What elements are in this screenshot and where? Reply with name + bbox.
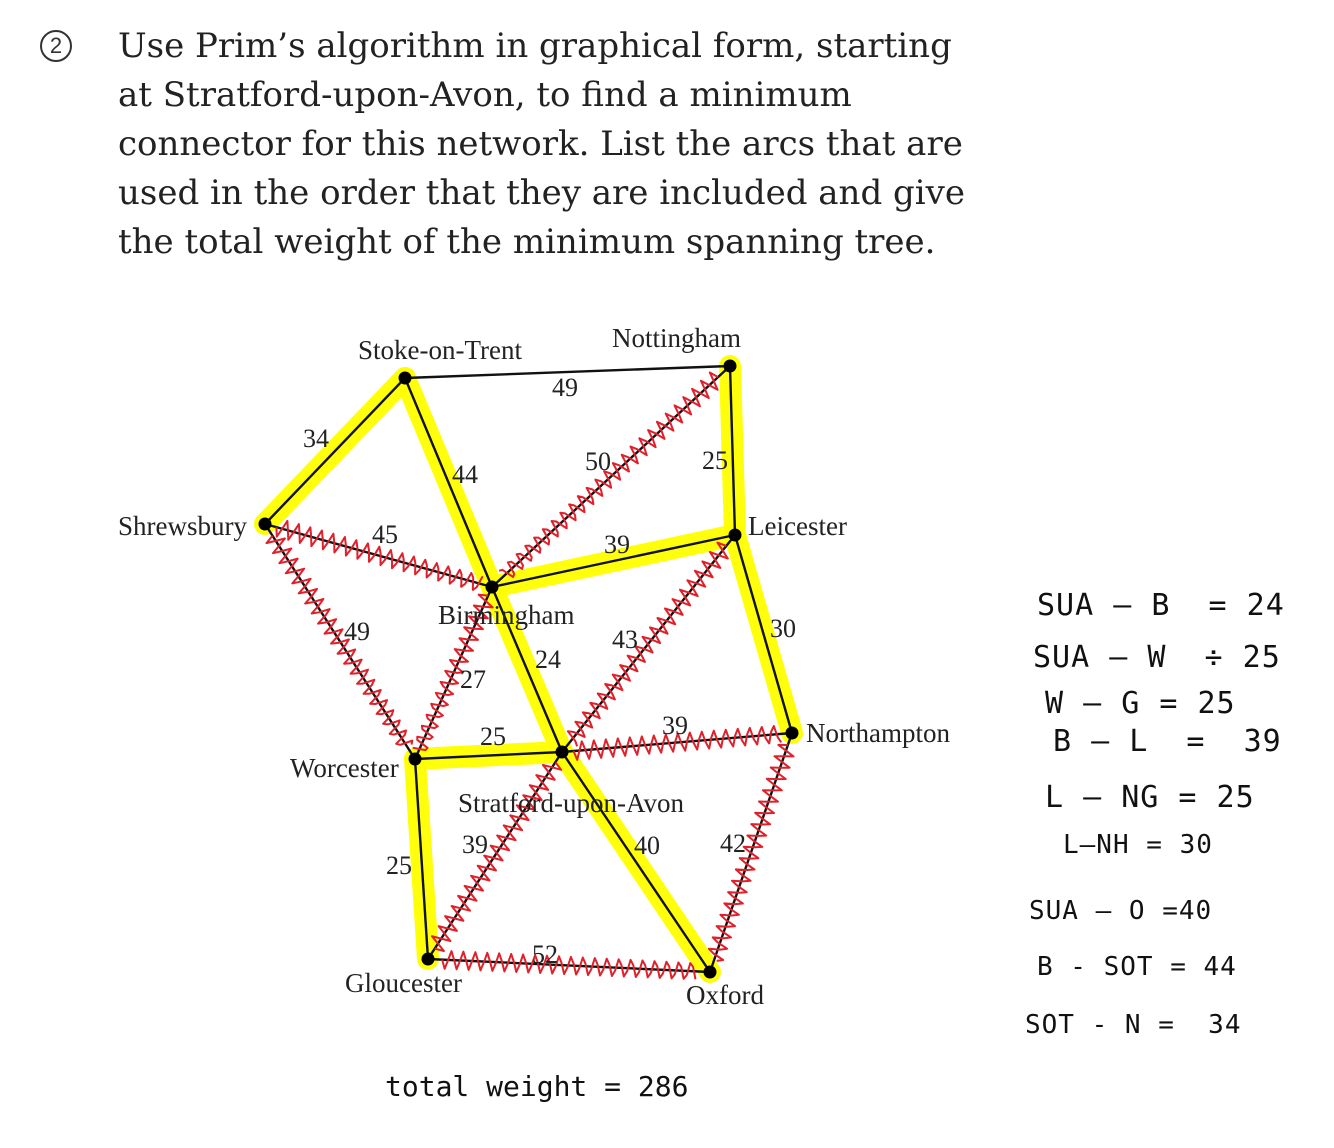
edge-weight-gloucester-stratford: 39 [462,830,488,859]
edge-weight-stratford-northampton: 39 [662,711,688,740]
edge-weight-worcester-gloucester: 25 [386,851,412,880]
working-arc: SUA – W ÷ 25 [1033,640,1281,675]
node-dot-oxford [704,966,717,979]
weight-label-layer [303,373,796,969]
node-label-worcester: Worcester [290,753,399,783]
edge-weight-birmingham-worcester: 27 [460,665,486,694]
node-dot-shrewsbury [259,518,272,531]
question-number: 2 [40,30,72,62]
node-label-northampton: Northampton [806,718,950,748]
edge-weight-nottingham-birmingham: 50 [585,447,611,476]
working-arc: SUA – O =40 [1029,896,1213,926]
node-dot-worcester [409,753,422,766]
node-dot-stoke [399,372,412,385]
working-arc: L–NH = 30 [1063,830,1213,860]
node-label-stoke: Stoke-on-Trent [358,335,523,365]
node-label-gloucester: Gloucester [345,968,462,998]
question-line: at Stratford-upon-Avon, to find a minimum [118,75,852,115]
node-dot-birmingham [486,581,499,594]
edge-weight-nottingham-leicester: 25 [702,446,728,475]
node-label-nottingham: Nottingham [612,323,741,353]
working-arc: SOT - N = 34 [1025,1010,1242,1040]
node-label-oxford: Oxford [686,980,764,1010]
working-arc: W – G = 25 [1045,686,1236,721]
question-line: Use Prim’s algorithm in graphical form, starting [118,26,952,66]
edge-weight-shrewsbury-worcester: 49 [344,617,370,646]
working-arc: L – NG = 25 [1045,780,1255,815]
edge-weight-birmingham-leicester: 39 [604,530,630,559]
edge-stoke-birmingham [405,378,492,587]
edge-stratford-oxford [562,752,710,972]
total-weight: total weight = 286 [385,1070,689,1103]
node-label-birmingham: Birmingham [438,600,575,630]
edge-weight-worcester-stratford: 25 [480,722,506,751]
question-line: the total weight of the minimum spanning tree. [118,222,936,262]
rejection-squiggle-gloucester-oxford [442,951,695,979]
node-label-shrewsbury: Shrewsbury [118,511,247,541]
edge-stoke-shrewsbury [265,378,405,524]
edge-weight-birmingham-stratford: 24 [535,645,561,674]
edge-weight-northampton-oxford: 42 [720,829,746,858]
node-label-leicester: Leicester [748,511,847,541]
edge-weight-stoke-shrewsbury: 34 [303,424,329,453]
node-dot-gloucester [422,953,435,966]
working-arc: B - SOT = 44 [1037,952,1237,982]
working-arc: SUA – B = 24 [1037,588,1285,623]
node-dot-stratford [556,746,569,759]
question-line: used in the order that they are included and give [118,173,965,213]
edge-weight-gloucester-oxford: 52 [532,940,558,969]
node-dot-nottingham [724,360,737,373]
node-dot-leicester [729,529,742,542]
edge-weight-stoke-nottingham: 49 [552,373,578,402]
node-label-stratford: Stratford-upon-Avon [458,788,684,818]
node-dot-northampton [786,727,799,740]
question-line: connector for this network. List the arcs that are [118,124,963,164]
edge-weight-stratford-oxford: 40 [634,831,660,860]
edge-weight-shrewsbury-birmingham: 45 [372,520,398,549]
working-notes [1015,0,1325,1148]
edge-weight-leicester-northampton: 30 [770,614,796,643]
edge-weight-leicester-stratford: 43 [612,625,638,654]
edge-weight-stoke-birmingham: 44 [452,460,478,489]
working-arc: B – L = 39 [1053,724,1282,759]
